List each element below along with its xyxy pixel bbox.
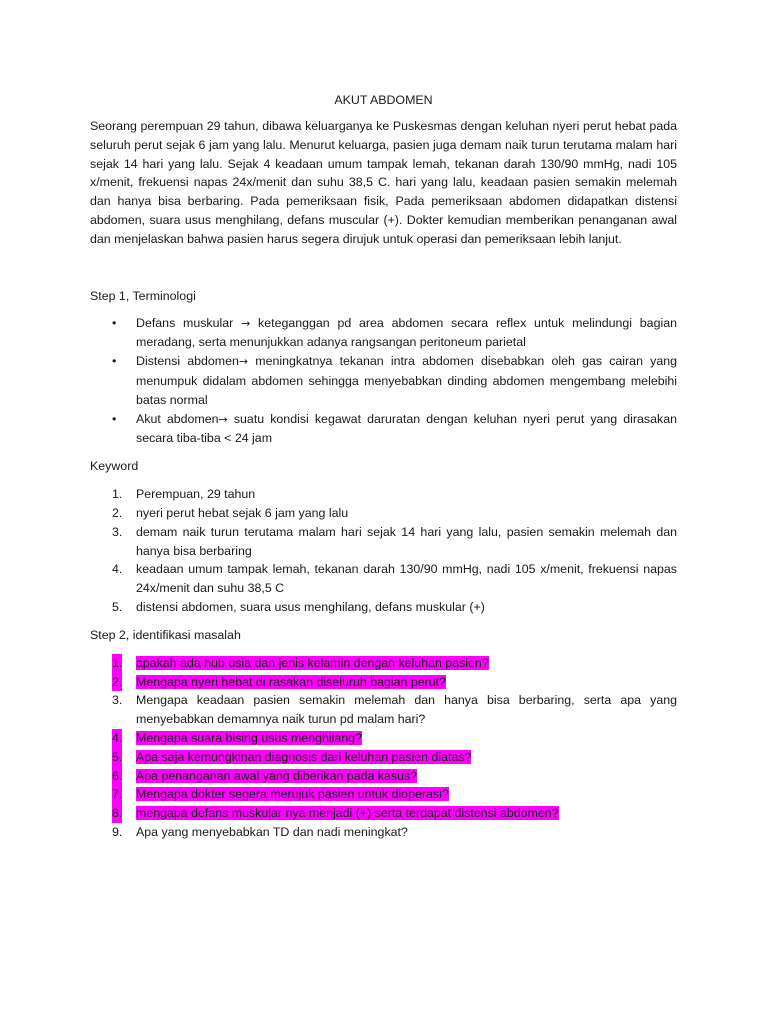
problem-text: apakah ada hub usia dan jenis kelamin dengan keluhan pasien?: [136, 655, 489, 670]
scenario-paragraph: Seorang perempuan 29 tahun, dibawa keluarganya ke Puskesmas dengan keluhan nyeri perut hebat pada seluruh perut sejak 6 jam yang lalu. Menurut keluarga, pasien juga demam naik turun terutama malam hari sejak 14 hari yang lalu. Sejak 4 keadaan umum tampak lemah, tekanan darah 130/90 mmHg, nadi 105 x/menit, frekuensi napas 24x/menit dan suhu 38,5 C. hari yang lalu, keadaan pasien semakin melemah dan hanya bisa berbaring. Pada pemeriksaan fisik, Pada pemeriksaan abdomen didapatkan distensi abdomen, suara usus menghilang, defans muscular (+). Dokter kemudian memberikan penanganan awal dan menjelaskan bahwa pasien harus segera dirujuk untuk operasi dan pemeriksaan lebih lanjut.: [90, 119, 677, 246]
keyword-text: nyeri perut hebat sejak 6 jam yang lalu: [136, 505, 349, 520]
item-number: 5.: [112, 748, 122, 767]
problem-item: [90, 729, 677, 748]
item-number: 1.: [112, 487, 123, 502]
bullet-icon: •: [112, 411, 117, 426]
document-body: [90, 91, 677, 842]
problem-text: Apa penanganan awal yang diberikan pada kasus?: [136, 768, 418, 783]
keyword-text: distensi abdomen, suara usus menghilang, defans muskular (+): [136, 599, 485, 614]
problem-item: [90, 748, 677, 767]
problem-text: Apa yang menyebabkan TD dan nadi meningkat?: [136, 824, 408, 839]
problem-item: [90, 654, 677, 673]
term-definition: suatu kondisi kegawat daruratan dengan keluhan nyeri perut yang dirasakan secara tiba-tiba < 24 jam: [136, 411, 677, 446]
item-number: 5.: [112, 599, 123, 614]
item-number: 9.: [112, 824, 123, 839]
item-number: 2.: [112, 673, 122, 692]
item-number: 1.: [112, 654, 122, 673]
terminology-list: [90, 314, 677, 449]
terminology-item: [90, 410, 677, 449]
keyword-list: [90, 485, 677, 617]
problem-text: Apa saja kemungkinan diagnosis dari keluhan pasien diatas?: [136, 749, 472, 764]
term-name: Defans muskular: [136, 315, 234, 330]
keyword-item: [90, 504, 677, 523]
bullet-icon: •: [112, 354, 117, 369]
terminology-item: [90, 314, 677, 353]
problem-item: [90, 691, 677, 729]
keyword-item: [90, 598, 677, 617]
term-definition: meningkatnya tekanan intra abdomen disebabkan oleh gas cairan yang menumpuk didalam abdomen sehingga menyebabkan dinding abdomen mengembang melebihi batas normal: [136, 354, 677, 407]
problem-item: [90, 785, 677, 804]
step2-heading: Step 2, identifikasi masalah: [90, 627, 241, 642]
arrow-right-icon: →: [218, 412, 228, 426]
keyword-text: demam naik turun terutama malam hari sejak 14 hari yang lalu, pasien semakin melemah dan hanya bisa berbaring: [136, 524, 677, 558]
item-number: 3.: [112, 693, 123, 708]
item-number: 8.: [112, 804, 122, 823]
item-number: 3.: [112, 524, 123, 539]
terminology-item: [90, 352, 677, 409]
problem-text: mengapa defans muskular nya menjadi (+) serta terdapat distensi abdomen?: [136, 806, 559, 821]
problem-text: Mengapa dokter segera merujuk pasien untuk dioperasi?: [136, 787, 449, 802]
item-number: 2.: [112, 505, 123, 520]
term-name: Akut abdomen: [136, 411, 219, 426]
problem-item: [90, 804, 677, 823]
keyword-item: [90, 485, 677, 504]
problem-item: [90, 767, 677, 786]
keyword-item: [90, 523, 677, 561]
arrow-right-icon: →: [241, 316, 251, 330]
keyword-text: Perempuan, 29 tahun: [136, 487, 256, 502]
keyword-item: [90, 560, 677, 598]
keyword-text: keadaan umum tampak lemah, tekanan darah 130/90 mmHg, nadi 105 x/menit, frekuensi napas 24x/menit dan suhu 38,5 C: [136, 562, 677, 596]
item-number: 7.: [112, 785, 122, 804]
problem-text: Mengapa nyeri hebat di rasakan diseluruh bagian perut?: [136, 674, 446, 689]
problem-text: Mengapa keadaan pasien semakin melemah dan hanya bisa berbaring, serta apa yang menyebabkan demamnya naik turun pd malam hari?: [136, 693, 677, 727]
arrow-right-icon: →: [238, 355, 249, 369]
bullet-icon: •: [112, 315, 117, 330]
item-number: 4.: [112, 729, 122, 748]
step1-heading: Step 1, Terminologi: [90, 288, 196, 303]
term-name: Distensi abdomen: [136, 354, 239, 369]
document-title: AKUT ABDOMEN: [334, 93, 433, 107]
problem-list: [90, 654, 677, 842]
problem-item: [90, 823, 677, 842]
term-definition: keteganggan pd area abdomen secara reflex untuk melindungi bagian meradang, serta menunjukkan adanya rangsangan peritoneum parietal: [136, 315, 677, 350]
problem-text: Mengapa suara bising usus menghilang?: [136, 730, 362, 745]
item-number: 6.: [112, 767, 122, 786]
item-number: 4.: [112, 562, 123, 577]
problem-item: [90, 673, 677, 692]
keyword-heading: Keyword: [90, 459, 139, 474]
